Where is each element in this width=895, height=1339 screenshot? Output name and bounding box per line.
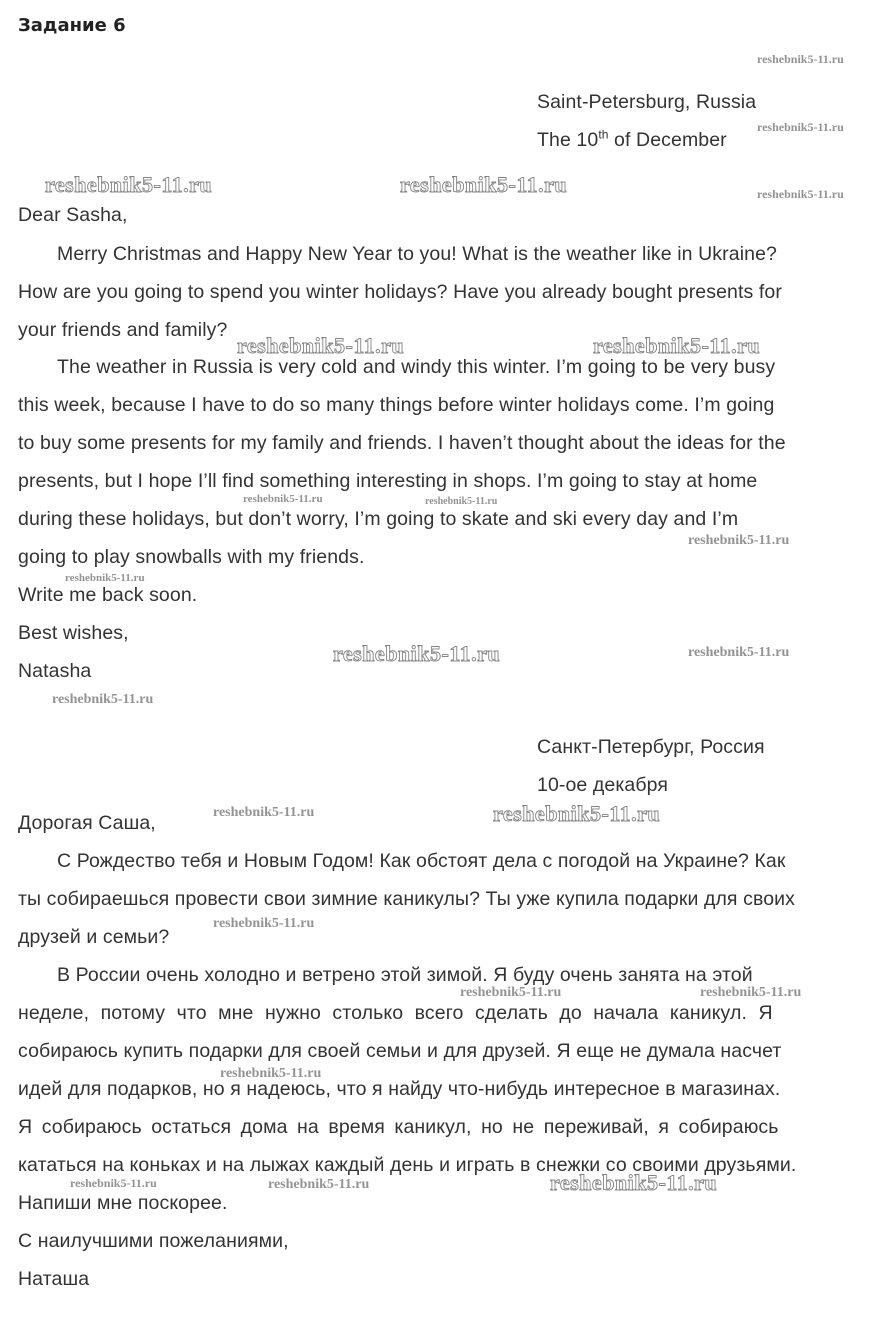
- en-p1-line: your friends and family?: [18, 319, 228, 341]
- ru-p2-line: собираюсь купить подарки для своей семьи и для друзей. Я еще не думала насчет: [18, 1040, 782, 1062]
- ru-p2-line: кататься на коньках и на лыжах каждый день и играть в снежки со своими друзьями.: [18, 1154, 797, 1176]
- task-title: Задание 6: [18, 15, 126, 36]
- ru-p1-line: друзей и семьи?: [18, 926, 170, 948]
- watermark: reshebnik5-11.ru: [460, 985, 562, 1000]
- ru-p2-line: Я собираюсь остаться дома на время каникул, но не переживай, я собираюсь: [18, 1116, 779, 1138]
- ru-p1-line: С Рождество тебя и Новым Годом! Как обстоят дела с погодой на Украине? Как: [57, 850, 786, 872]
- en-date-prefix: The 10: [537, 129, 599, 151]
- en-p2-line: this week, because I have to do so many things before winter holidays come. I’m going: [18, 394, 775, 416]
- watermark: reshebnik5-11.ru: [757, 52, 844, 66]
- en-date-suffix: of December: [608, 129, 727, 151]
- watermark: reshebnik5-11.ru: [757, 187, 844, 201]
- ru-closing: С наилучшими пожеланиями,: [18, 1230, 289, 1252]
- en-write-back: Write me back soon.: [18, 584, 198, 606]
- en-signature: Natasha: [18, 660, 92, 682]
- en-p1-line: How are you going to spend you winter holidays? Have you already bought presents for: [18, 281, 782, 303]
- ru-address: Санкт-Петербург, Россия: [537, 736, 765, 758]
- en-p2-line: presents, but I hope I’ll find something interesting in shops. I’m going to stay at home: [18, 470, 758, 492]
- ru-p2-line: неделе, потому что мне нужно столько всего сделать до начала каникул. Я: [18, 1002, 773, 1024]
- en-address: Saint-Petersburg, Russia: [537, 91, 757, 113]
- en-p1-line: Merry Christmas and Happy New Year to you! What is the weather like in Ukraine?: [57, 243, 777, 265]
- watermark: reshebnik5-11.ru: [52, 692, 154, 707]
- watermark: reshebnik5-11.ru: [70, 1176, 157, 1190]
- ru-write-back: Напиши мне поскорее.: [18, 1192, 228, 1214]
- ru-p1-line: ты собираешься провести свои зимние каникулы? Ты уже купила подарки для своих: [18, 888, 795, 910]
- en-p2-line: The weather in Russia is very cold and windy this winter. I’m going to be very busy: [57, 356, 776, 378]
- watermark: reshebnik5-11.ru: [65, 572, 145, 584]
- en-date-sup: th: [598, 127, 609, 142]
- watermark: reshebnik5-11.ru: [45, 172, 213, 197]
- watermark: reshebnik5-11.ru: [333, 641, 501, 666]
- en-date: [537, 129, 727, 152]
- watermark: reshebnik5-11.ru: [237, 333, 405, 358]
- watermark: reshebnik5-11.ru: [550, 1170, 718, 1195]
- watermark: reshebnik5-11.ru: [425, 496, 498, 507]
- watermark: reshebnik5-11.ru: [700, 985, 802, 1000]
- en-greeting: Dear Sasha,: [18, 204, 128, 226]
- ru-date: 10-ое декабря: [537, 774, 668, 796]
- en-p2-line: to buy some presents for my family and friends. I haven’t thought about the ideas for the: [18, 432, 786, 454]
- en-closing: Best wishes,: [18, 622, 129, 644]
- watermark: reshebnik5-11.ru: [593, 333, 761, 358]
- en-p2-line: during these holidays, but don’t worry, I’m going to skate and ski every day and I’m: [18, 508, 739, 530]
- watermark: reshebnik5-11.ru: [213, 805, 315, 820]
- watermark: reshebnik5-11.ru: [400, 172, 568, 197]
- ru-p2-line: В России очень холодно и ветрено этой зимой. Я буду очень занята на этой: [57, 964, 753, 986]
- en-p2-line: going to play snowballs with my friends.: [18, 546, 365, 568]
- watermark: reshebnik5-11.ru: [688, 645, 790, 660]
- watermark: reshebnik5-11.ru: [243, 493, 323, 505]
- ru-signature: Наташа: [18, 1268, 90, 1290]
- ru-p2-line: идей для подарков, но я надеюсь, что я найду что-нибудь интересное в магазинах.: [18, 1078, 781, 1100]
- ru-greeting: Дорогая Саша,: [18, 812, 156, 834]
- watermark: reshebnik5-11.ru: [220, 1066, 322, 1081]
- watermark: reshebnik5-11.ru: [688, 533, 790, 548]
- watermark: reshebnik5-11.ru: [493, 801, 661, 826]
- watermark: reshebnik5-11.ru: [213, 916, 315, 931]
- watermark: reshebnik5-11.ru: [268, 1177, 370, 1192]
- watermark: reshebnik5-11.ru: [757, 120, 844, 134]
